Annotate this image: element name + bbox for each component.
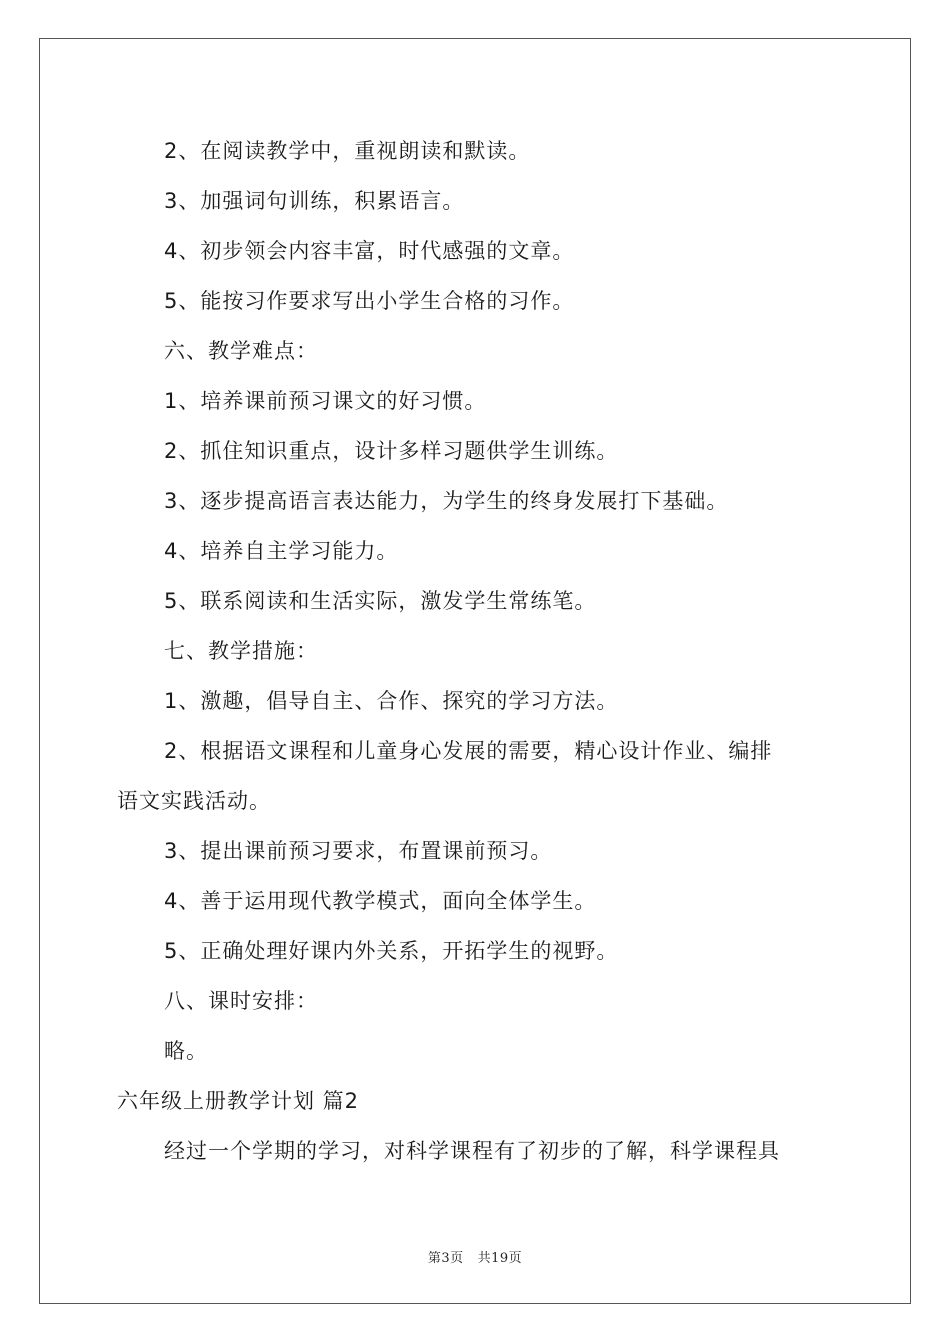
section-heading: 八、课时安排：: [164, 989, 318, 1013]
text-line: 1、激趣，倡导自主、合作、探究的学习方法。: [164, 689, 619, 713]
text-line: 4、初步领会内容丰富，时代感强的文章。: [164, 239, 575, 263]
text-line: 3、加强词句训练，积累语言。: [164, 189, 465, 213]
page-footer: [0, 1247, 950, 1266]
page-number: 第3页: [427, 1251, 464, 1266]
text-line: 5、正确处理好课内外关系，开拓学生的视野。: [164, 939, 619, 963]
text-line: 略。: [164, 1039, 208, 1063]
text-line: 2、抓住知识重点，设计多样习题供学生训练。: [164, 439, 619, 463]
text-line: 2、根据语文课程和儿童身心发展的需要，精心设计作业、编排: [164, 739, 773, 763]
document-body: [117, 126, 837, 1176]
page-total: 共19页: [477, 1251, 523, 1266]
text-line-continuation: 语文实践活动。: [117, 789, 271, 813]
text-line: 5、联系阅读和生活实际，激发学生常练笔。: [164, 589, 597, 613]
text-line: 2、在阅读教学中，重视朗读和默读。: [164, 139, 531, 163]
section-heading: 六、教学难点：: [164, 339, 318, 363]
text-line: 4、培养自主学习能力。: [164, 539, 399, 563]
text-line: 5、能按习作要求写出小学生合格的习作。: [164, 289, 575, 313]
text-line: 1、培养课前预习课文的好习惯。: [164, 389, 487, 413]
text-line: 4、善于运用现代教学模式，面向全体学生。: [164, 889, 597, 913]
text-line: 3、提出课前预习要求，布置课前预习。: [164, 839, 553, 863]
chapter-title: 六年级上册教学计划 篇2: [117, 1089, 360, 1113]
section-heading: 七、教学措施：: [164, 639, 318, 663]
text-line: 经过一个学期的学习，对科学课程有了初步的了解，科学课程具: [164, 1139, 780, 1163]
text-line: 3、逐步提高语言表达能力，为学生的终身发展打下基础。: [164, 489, 729, 513]
